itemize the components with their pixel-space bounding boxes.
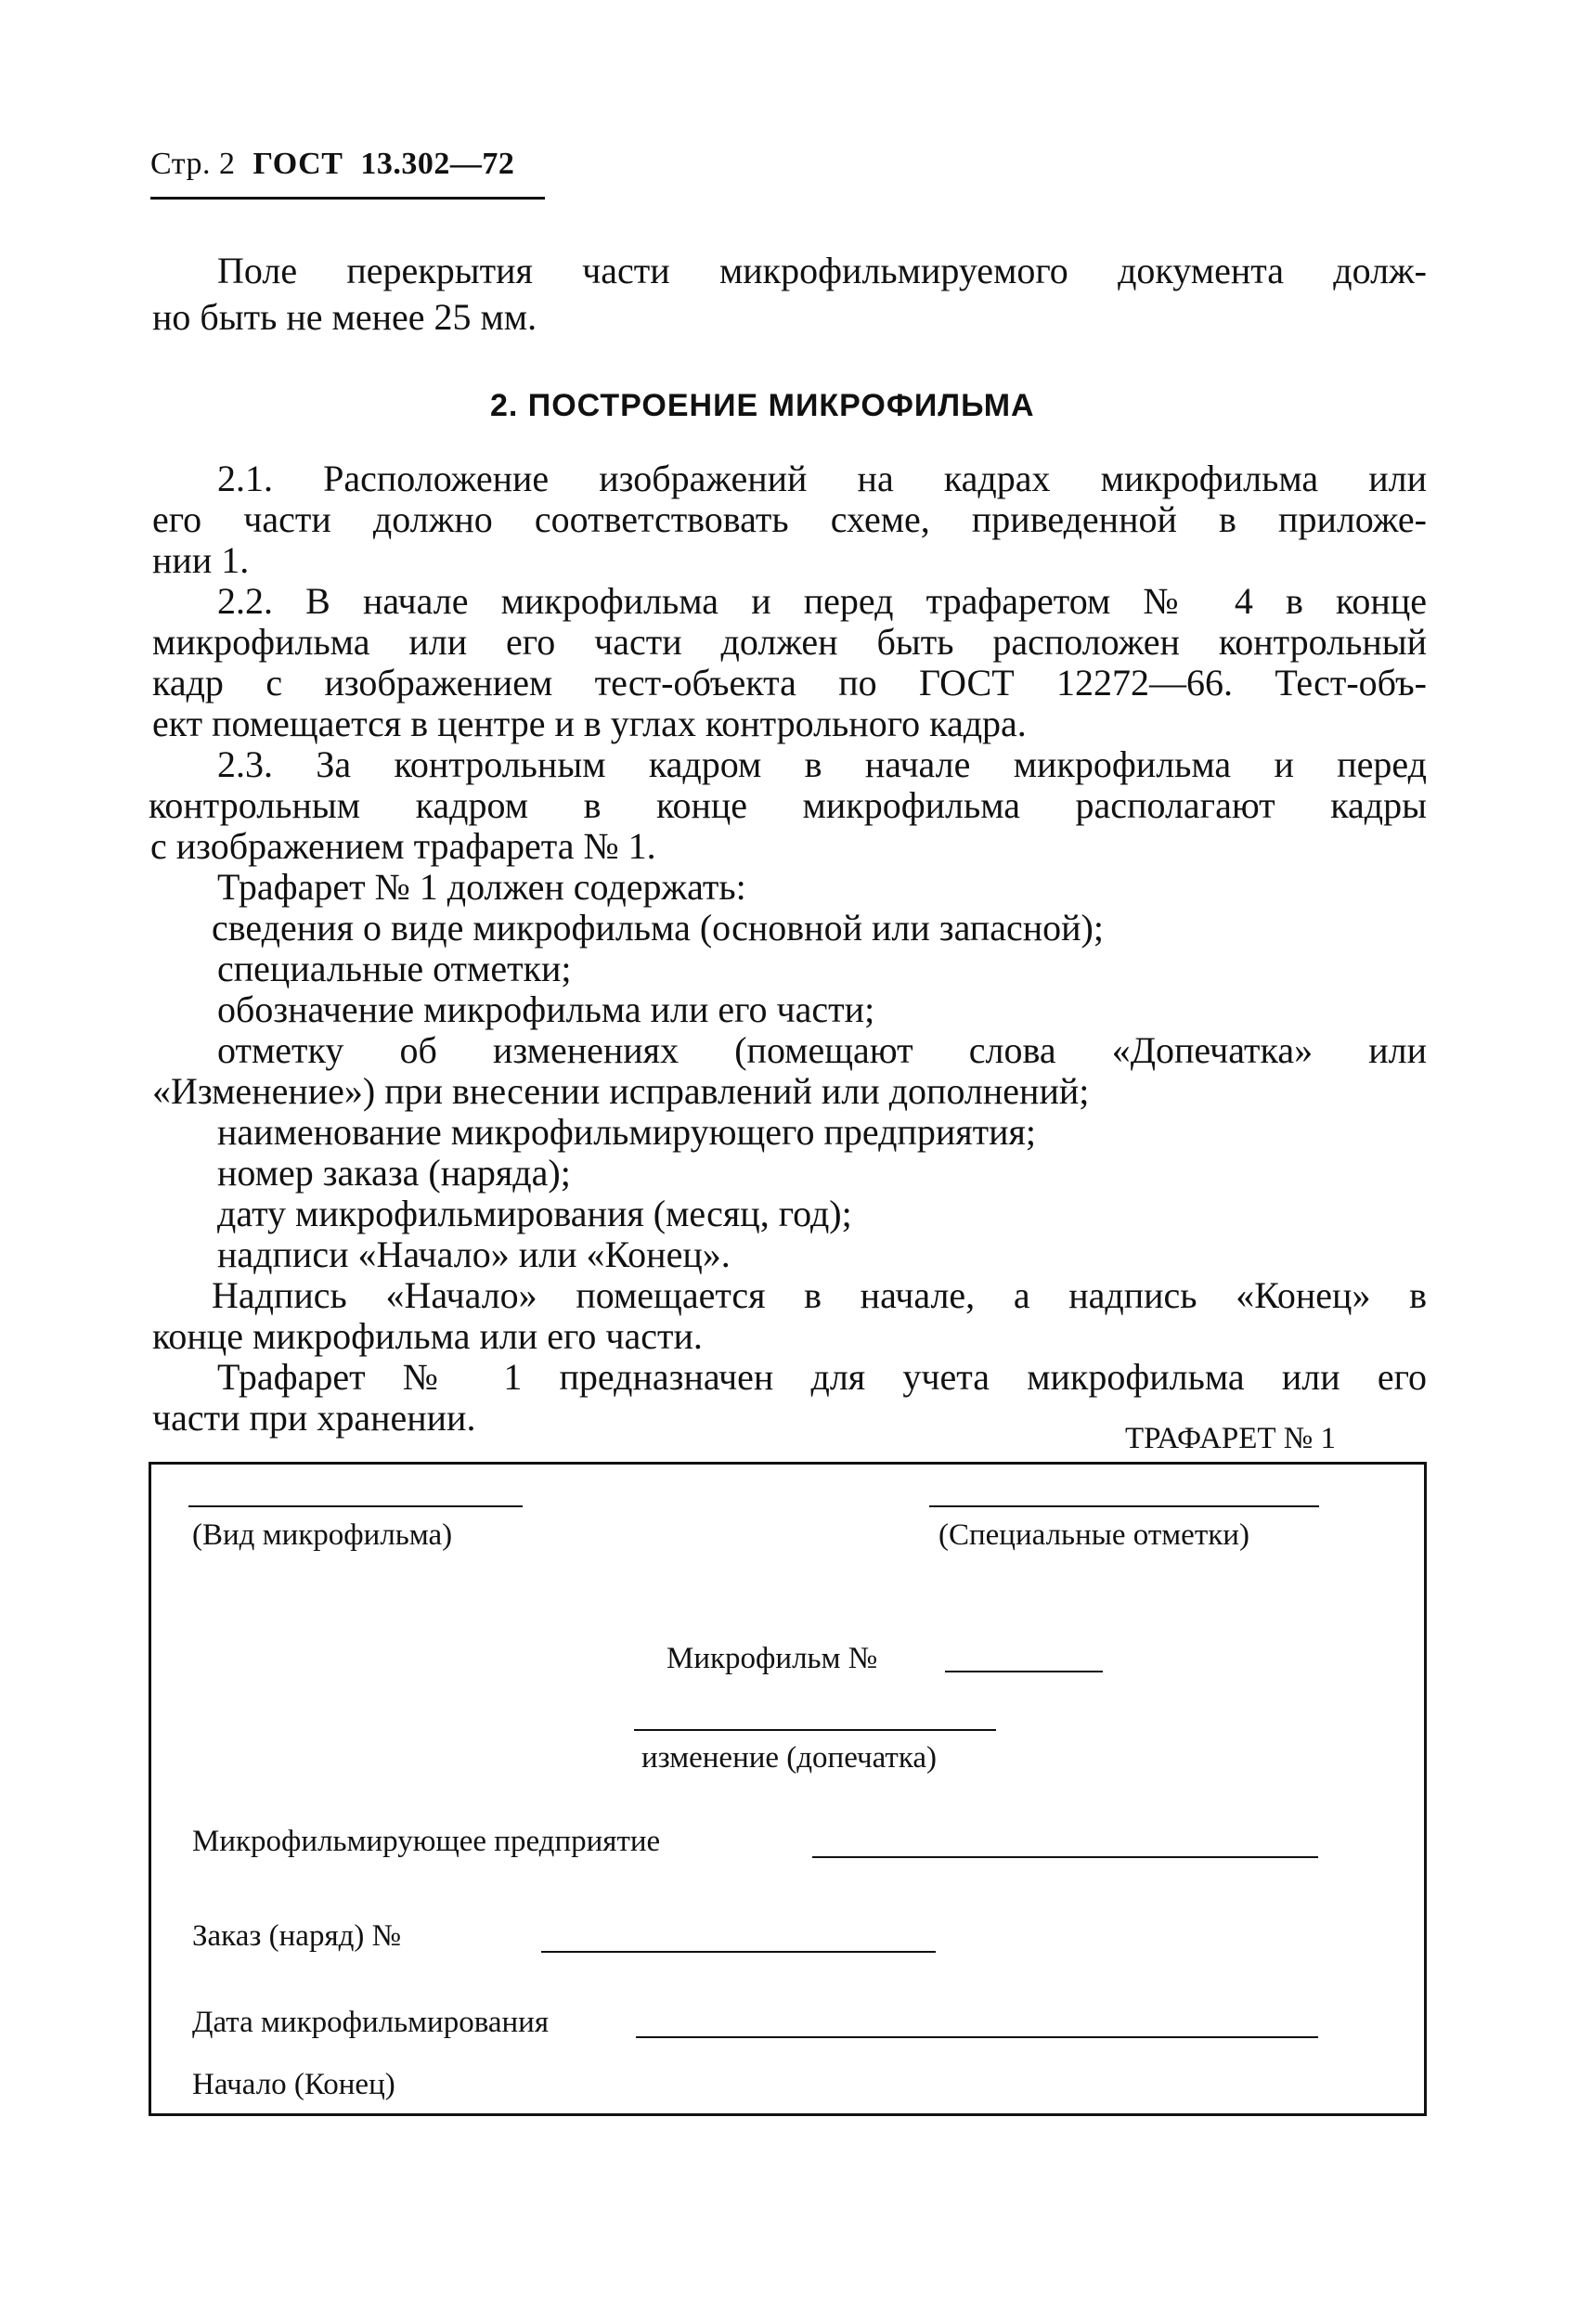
vid-label: (Вид микрофильма): [192, 1518, 453, 1552]
special-underline: [929, 1505, 1319, 1507]
content-item-6: номер заказа (наряда);: [217, 1152, 571, 1194]
content-item-3: обозначение микрофильма или его части;: [217, 988, 875, 1030]
intro-line-1: Поле перекрытия части микрофильмируемого документа долж-: [217, 250, 1427, 291]
change-label: изменение (допечатка): [641, 1741, 938, 1775]
p23-line-2: контрольным кадром в конце микрофильма располагают кадры: [149, 784, 1427, 826]
note-line-1: Надпись «Начало» помещается в начале, а надпись «Конец» в: [212, 1274, 1427, 1316]
content-item-7: дату микрофильмирования (месяц, год);: [217, 1193, 852, 1234]
content-item-2: специальные отметки;: [217, 948, 572, 989]
purpose-line-2: части при хранении.: [152, 1397, 476, 1439]
content-item-8: надписи «Начало» или «Конец».: [217, 1233, 731, 1275]
standard-label: ГОСТ: [252, 147, 343, 181]
enterprise-underline: [812, 1856, 1318, 1858]
page-header: [150, 147, 514, 182]
note-line-2: конце микрофильма или его части.: [152, 1315, 703, 1357]
stencil-title: ТРАФАРЕТ № 1: [1125, 1422, 1337, 1455]
p21-line-2: его части должно соответствовать схеме, приведенной в приложе-: [152, 498, 1427, 540]
change-underline: [634, 1729, 996, 1731]
content-item-1: сведения о виде микрофильма (основной или запасной);: [212, 907, 1104, 949]
intro-line-2: но быть не менее 25 мм.: [152, 296, 537, 338]
content-intro: Трафарет № 1 должен содержать:: [217, 866, 746, 908]
date-underline: [636, 2036, 1318, 2038]
p21-line-1: 2.1. Расположение изображений на кадрах микрофильма или: [217, 458, 1427, 499]
content-item-4-line-1: отметку об изменениях (помещают слова «Допечатка» или: [217, 1029, 1427, 1071]
vid-underline: [188, 1505, 523, 1507]
stencil-form: [149, 1462, 1427, 2116]
section-title: 2. ПОСТРОЕНИЕ МИКРОФИЛЬМА: [490, 388, 1035, 423]
p23-line-3: с изображением трафарета № 1.: [150, 825, 656, 867]
p21-line-3: нии 1.: [152, 539, 250, 581]
order-label: Заказ (наряд) №: [192, 1919, 402, 1953]
p22-line-1: 2.2. В начале микрофильма и перед трафаретом № 4 в конце: [217, 580, 1427, 622]
purpose-line-1: Трафарет № 1 предназначен для учета микрофильма или его: [217, 1356, 1427, 1398]
content-item-5: наименование микрофильмирующего предприятия;: [217, 1111, 1037, 1153]
microfilm-no-underline: [945, 1671, 1103, 1672]
header-divider: [150, 197, 545, 200]
start-end-label: Начало (Конец): [192, 2068, 395, 2101]
p22-line-2: микрофильма или его части должен быть расположен контрольный: [152, 621, 1427, 663]
p22-line-3: кадр с изображением тест-объекта по ГОСТ 12272—66. Тест-объ-: [152, 662, 1427, 704]
special-label: (Специальные отметки): [938, 1518, 1249, 1552]
microfilm-no-label: Микрофильм №: [667, 1642, 878, 1675]
enterprise-label: Микрофильмирующее предприятие: [192, 1825, 661, 1858]
page-label: Стр. 2: [150, 147, 236, 181]
order-underline: [541, 1951, 936, 1953]
content-item-4-line-2: «Изменение») при внесении исправлений или дополнений;: [152, 1070, 1090, 1112]
p23-line-1: 2.3. За контрольным кадром в начале микрофильма и перед: [217, 743, 1427, 785]
date-label: Дата микрофильмирования: [192, 2006, 549, 2039]
p22-line-4: ект помещается в центре и в углах контрольного кадра.: [152, 703, 1027, 744]
standard-number: 13.302—72: [360, 147, 515, 181]
